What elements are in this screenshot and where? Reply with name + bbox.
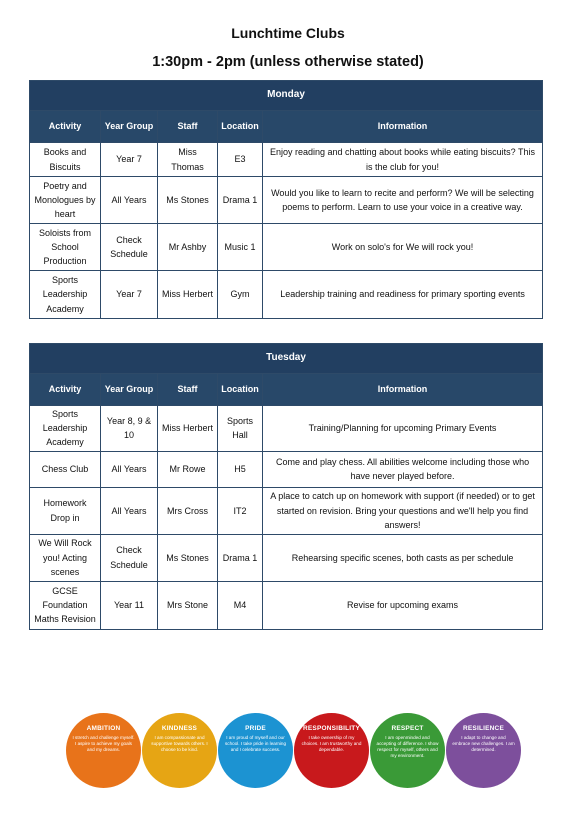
- year-group-cell: Year 11: [101, 581, 158, 629]
- value-responsibility-badge: [294, 713, 369, 788]
- year-group-cell: All Years: [101, 177, 158, 224]
- value-name: AMBITION: [86, 725, 121, 732]
- column-header-staff: Staff: [158, 111, 218, 143]
- location-cell: Music 1: [218, 224, 263, 271]
- location-cell: IT2: [218, 487, 263, 534]
- activity-cell: Sports Leadership Academy: [30, 406, 101, 452]
- location-cell: Drama 1: [218, 177, 263, 224]
- page-title: Lunchtime Clubs: [231, 25, 345, 41]
- table-row: [30, 177, 543, 224]
- column-header-year-group: Year Group: [101, 374, 158, 406]
- activity-cell: Poetry and Monologues by heart: [30, 177, 101, 224]
- value-name: RESILIENCE: [462, 725, 504, 732]
- year-group-cell: Year 7: [101, 271, 158, 319]
- location-cell: M4: [218, 581, 263, 629]
- information-cell: Come and play chess. All abilities welcome including those who have never played before.: [263, 451, 543, 487]
- location-cell: E3: [218, 143, 263, 177]
- year-group-cell: Check Schedule: [101, 534, 158, 581]
- year-group-cell: Year 8, 9 & 10: [101, 406, 158, 452]
- value-description: I adapt to change and embrace new challenges. I am determined.: [452, 735, 515, 753]
- information-cell: Work on solo's for We will rock you!: [263, 224, 543, 271]
- table-row: [30, 581, 543, 629]
- tuesday-schedule-table: [29, 343, 543, 630]
- value-description: I stretch and challenge myself. I aspire to achieve my goals and my dreams.: [72, 735, 135, 753]
- year-group-cell: All Years: [101, 487, 158, 534]
- value-name: RESPONSIBILITY: [303, 725, 360, 732]
- monday-schedule-table: [29, 80, 543, 319]
- activity-cell: Soloists from School Production: [30, 224, 101, 271]
- table-row: [30, 271, 543, 319]
- column-header-information: Information: [263, 374, 543, 406]
- table-row: [30, 534, 543, 581]
- table-row: [30, 451, 543, 487]
- value-description: I am compassionate and supportive towards others. I choose to be kind.: [151, 735, 208, 753]
- value-description: I am openminded and accepting of difference. I show respect for myself, others and my environment.: [376, 735, 439, 759]
- activity-cell: Homework Drop in: [30, 487, 101, 534]
- value-description: I take ownership of my choices. I am trustworthy and dependable.: [301, 735, 362, 753]
- table-row: [30, 406, 543, 452]
- information-cell: Rehearsing specific scenes, both casts as per schedule: [263, 534, 543, 581]
- location-cell: Sports Hall: [218, 406, 263, 452]
- column-header-location: Location: [218, 374, 263, 406]
- value-kindness-badge: [142, 713, 217, 788]
- information-cell: A place to catch up on homework with support (if needed) or to get started on revision. Bring your questions and we'll help you find answers!: [263, 487, 543, 534]
- column-header-activity: Activity: [30, 111, 101, 143]
- column-header-location: Location: [218, 111, 263, 143]
- day-heading: Monday: [30, 81, 543, 111]
- value-resilience-badge: [446, 713, 521, 788]
- staff-cell: Mr Ashby: [158, 224, 218, 271]
- value-name: PRIDE: [245, 725, 266, 732]
- column-header-staff: Staff: [158, 374, 218, 406]
- information-cell: Training/Planning for upcoming Primary Events: [263, 406, 543, 452]
- value-pride-badge: [218, 713, 293, 788]
- table-row: [30, 487, 543, 534]
- information-cell: Would you like to learn to recite and perform? We will be selecting poems to perform. Learn to use your voice in a creative way.: [263, 177, 543, 224]
- activity-cell: Books and Biscuits: [30, 143, 101, 177]
- information-cell: Enjoy reading and chatting about books while eating biscuits? This is the club for you!: [263, 143, 543, 177]
- value-name: KINDNESS: [161, 725, 198, 732]
- location-cell: Drama 1: [218, 534, 263, 581]
- staff-cell: Ms Stones: [158, 177, 218, 224]
- staff-cell: Mrs Stone: [158, 581, 218, 629]
- value-name: RESPECT: [391, 725, 424, 732]
- column-header-activity: Activity: [30, 374, 101, 406]
- information-cell: Leadership training and readiness for primary sporting events: [263, 271, 543, 319]
- school-values-banner: [66, 713, 526, 791]
- staff-cell: Miss Thomas: [158, 143, 218, 177]
- year-group-cell: Check Schedule: [101, 224, 158, 271]
- year-group-cell: All Years: [101, 451, 158, 487]
- staff-cell: Mrs Cross: [158, 487, 218, 534]
- staff-cell: Miss Herbert: [158, 271, 218, 319]
- location-cell: Gym: [218, 271, 263, 319]
- staff-cell: Miss Herbert: [158, 406, 218, 452]
- table-row: [30, 143, 543, 177]
- activity-cell: We Will Rock you! Acting scenes: [30, 534, 101, 581]
- information-cell: Revise for upcoming exams: [263, 581, 543, 629]
- value-ambition-badge: [66, 713, 141, 788]
- day-heading: Tuesday: [30, 344, 543, 374]
- year-group-cell: Year 7: [101, 143, 158, 177]
- activity-cell: GCSE Foundation Maths Revision: [30, 581, 101, 629]
- column-header-year-group: Year Group: [101, 111, 158, 143]
- page-subtitle: 1:30pm - 2pm (unless otherwise stated): [152, 54, 424, 70]
- column-header-information: Information: [263, 111, 543, 143]
- activity-cell: Chess Club: [30, 451, 101, 487]
- value-respect-badge: [370, 713, 445, 788]
- table-row: [30, 224, 543, 271]
- staff-cell: Mr Rowe: [158, 451, 218, 487]
- activity-cell: Sports Leadership Academy: [30, 271, 101, 319]
- value-description: I am proud of myself and our school. I take pride in learning and I celebrate success.: [224, 735, 287, 753]
- location-cell: H5: [218, 451, 263, 487]
- staff-cell: Ms Stones: [158, 534, 218, 581]
